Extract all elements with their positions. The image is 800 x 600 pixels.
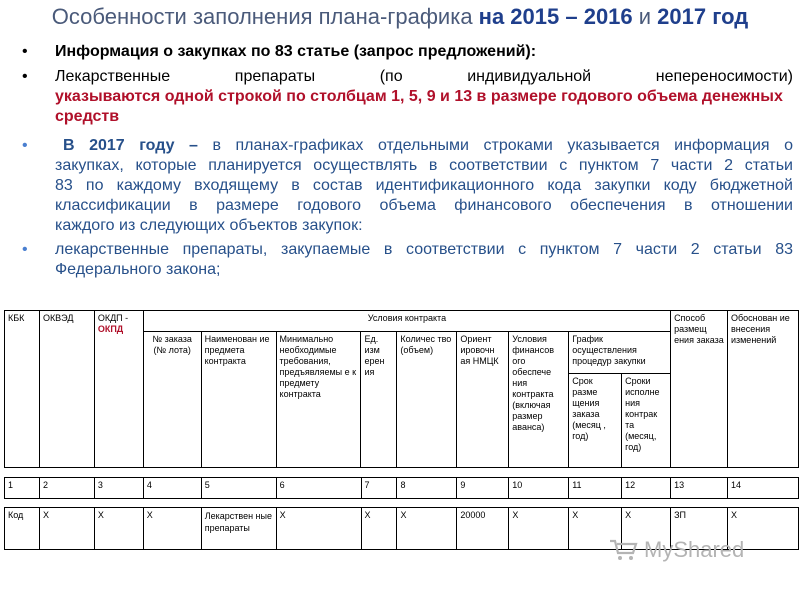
column-numbers-row <box>4 477 799 499</box>
header-usloviya: Условия контракта <box>143 311 670 332</box>
cell-x-14: Х <box>728 508 799 550</box>
col-num-8: 8 <box>397 478 457 499</box>
bullet-1: • <box>22 43 28 60</box>
col-num-13: 13 <box>671 478 728 499</box>
cell-lek-text: Лекарствен ные препараты <box>204 511 272 533</box>
cell-zp: ЗП <box>671 508 728 550</box>
para-2-highlight: указываются одной строкой по столбцам 1, 5, 9 и 13 в размере годового объема денежных средств <box>55 88 783 125</box>
watermark <box>608 537 744 563</box>
para-3-line-4: классификации в размере годового объема финансового обеспечения в отношении <box>55 197 793 214</box>
para-4-line-2: Федерального закона; <box>55 261 221 278</box>
col-num-7: 7 <box>361 478 397 499</box>
cell-x-10: Х <box>509 508 569 550</box>
para-3-line-2: закупках, которые планируется осуществлять в соответствии с пунктом 7 части 2 статьи <box>55 157 793 174</box>
header-naimen: Наименован ие предмета контракта <box>201 332 276 468</box>
cell-lek <box>201 508 276 550</box>
cell-x-11: Х <box>569 508 622 550</box>
cell-x-12: Х <box>622 508 671 550</box>
para-3-line-3: 83 по каждому входящему в состав идентификационного кода закупки коду бюджетной <box>55 177 793 194</box>
header-okdp-text: ОКДП - <box>97 313 129 323</box>
title-years-bold: на 2015 – 2016 <box>478 4 633 29</box>
col-num-12: 12 <box>622 478 671 499</box>
cell-kod: Код <box>5 508 40 550</box>
header-minim: Минимально необходимые требования, предъявляемы е к предмету контракта <box>276 332 361 468</box>
bullet-2: • <box>22 68 28 85</box>
watermark-text: MyShared <box>644 537 745 562</box>
para-3-line-5: каждого из следующих объектов закупок: <box>55 217 363 234</box>
header-srok-ispol: Сроки исполне ния контрак та (месяц, год) <box>622 374 671 468</box>
title-normal: Особенности заполнения плана-графика <box>51 4 479 29</box>
header-sposob: Способ размещ ения заказа <box>671 311 728 468</box>
cell-x-4: Х <box>143 508 201 550</box>
title-mid: и <box>632 4 658 29</box>
para-3-bold: В 2017 году – <box>63 137 198 154</box>
bullet-3: • <box>22 137 28 154</box>
col-num-11: 11 <box>569 478 622 499</box>
col-num-1: 1 <box>5 478 40 499</box>
col-num-4: 4 <box>143 478 201 499</box>
header-srok-razm: Срок разме щения заказа (месяц , год) <box>569 374 622 468</box>
col-num-3: 3 <box>94 478 143 499</box>
cart-icon <box>608 538 638 562</box>
cell-x-2: Х <box>39 508 94 550</box>
para-3-text: в планах-графиках отдельными строками указывается информация о <box>197 137 794 154</box>
plan-header-table <box>4 310 799 468</box>
header-kbk: КБК <box>5 311 40 468</box>
para-3-line-1 <box>55 136 793 156</box>
header-kolich: Количес тво (объем) <box>397 332 457 468</box>
slide-title <box>0 4 800 30</box>
col-num-2: 2 <box>39 478 94 499</box>
col-num-5: 5 <box>201 478 276 499</box>
header-okved: ОКВЭД <box>39 311 94 468</box>
header-orient: Ориент ировочн ая НМЦК <box>457 332 509 468</box>
cell-x-3: Х <box>94 508 143 550</box>
col-num-9: 9 <box>457 478 509 499</box>
para-1: Информация о закупках по 83 статье (запрос предложений): <box>55 43 537 60</box>
cell-x-7: Х <box>361 508 397 550</box>
cell-sum: 20000 <box>457 508 509 550</box>
header-okdp <box>94 311 143 468</box>
header-ed: Ед. изм ерен ия <box>361 332 397 468</box>
bullet-4: • <box>22 241 28 258</box>
col-num-14: 14 <box>728 478 799 499</box>
header-nomer: № заказа (№ лота) <box>143 332 201 468</box>
cell-x-6: Х <box>276 508 361 550</box>
para-4-line-1: лекарственные препараты, закупаемые в соответствии с пунктом 7 части 2 статьи 83 <box>55 241 793 258</box>
para-2-line-1: Лекарственные препараты (по индивидуальной непереносимости) <box>55 68 793 85</box>
header-okpd-text: ОКПД <box>97 324 124 334</box>
header-obosnov: Обоснован ие внесения изменений <box>727 311 798 468</box>
title-year-2017: 2017 год <box>657 4 749 29</box>
cell-x-8: Х <box>397 508 457 550</box>
col-num-10: 10 <box>509 478 569 499</box>
header-uslfin: Условия финансов ого обеспече ния контракта (включая размер аванса) <box>509 332 569 468</box>
col-num-6: 6 <box>276 478 361 499</box>
header-grafik: График осуществления процедур закупки <box>569 332 671 374</box>
